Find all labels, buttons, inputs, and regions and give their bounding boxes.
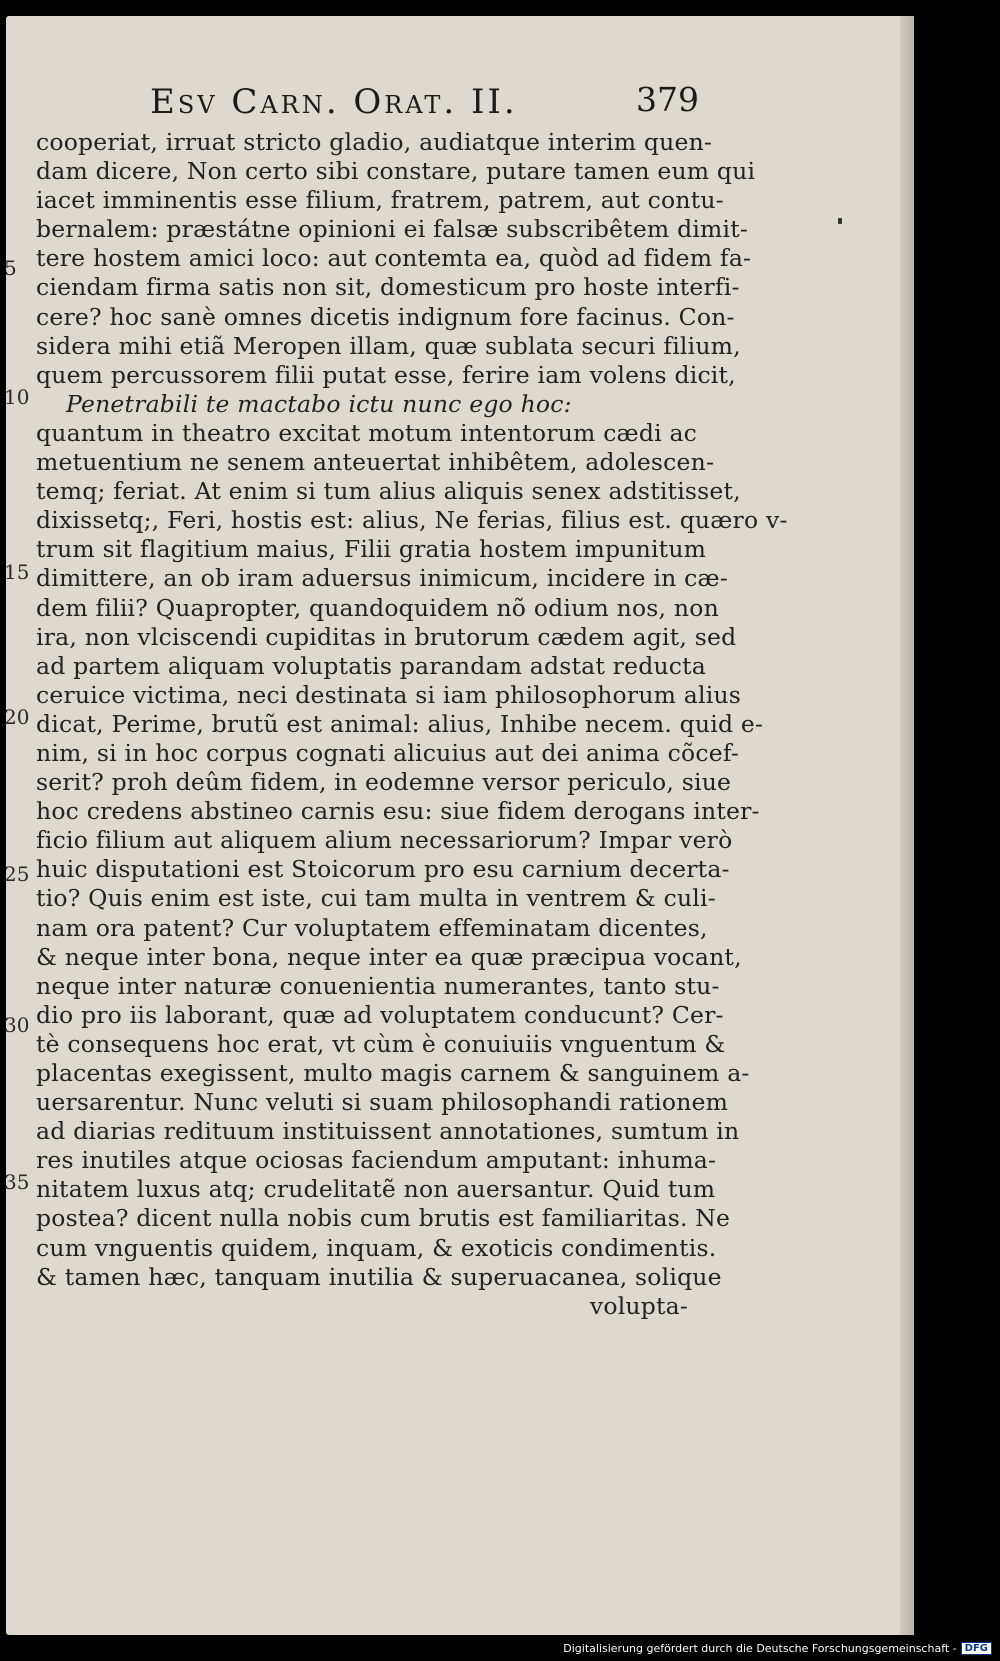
- text-line: quem percussorem filii putat esse, ferire iam volens dicit,: [36, 360, 736, 389]
- text-line: res inutiles atque ociosas faciendum amputant: inhuma-: [36, 1146, 717, 1175]
- text-line: ira, non vlciscendi cupiditas in brutorum cædem agit, sed: [36, 622, 737, 651]
- text-line: ad partem aliquam voluptatis parandam adstat reducta: [36, 651, 707, 680]
- text-line: temq; feriat. At enim si tum alius aliquis senex adstitisset,: [36, 477, 741, 506]
- text-line: uersarentur. Nunc veluti si suam philosophandi rationem: [36, 1088, 729, 1117]
- margin-line-number: 35: [4, 1170, 30, 1194]
- text-line: bernalem: præstátne opinioni ei falsæ subscribêtem dimit-: [36, 215, 749, 244]
- text-line: placentas exegissent, multo magis carnem & sanguinem a-: [36, 1059, 750, 1087]
- text-line: dio pro iis laborant, quæ ad voluptatem conducunt? Cer-: [36, 1000, 724, 1029]
- running-head: Esv Carn. Orat. II.: [150, 82, 518, 122]
- ink-fleck: [838, 218, 842, 224]
- dfg-logo: DFG: [961, 1642, 992, 1655]
- quoted-verse: Penetrabili te mactabo ictu nunc ego hoc:: [66, 389, 572, 418]
- text-line: ad diarias redituum instituissent annotationes, sumtum in: [36, 1117, 740, 1146]
- margin-line-number: 5: [4, 256, 17, 280]
- text-line: hoc credens abstineo carnis esu: siue fidem derogans inter-: [36, 797, 760, 826]
- text-line: dam dicere, Non certo sibi constare, putare tamen eum qui: [36, 157, 756, 186]
- text-line: & neque inter bona, neque inter ea quæ præcipua vocant,: [36, 942, 742, 971]
- text-line: nam ora patent? Cur voluptatem effeminatam dicentes,: [36, 913, 708, 942]
- text-line: dimittere, an ob iram aduersus inimicum, incidere in cæ-: [36, 564, 728, 593]
- text-line: cum vnguentis quidem, inquam, & exoticis condimentis.: [36, 1233, 717, 1262]
- text-line: ficio filium aut aliquem alium necessariorum? Impar verò: [36, 826, 733, 855]
- text-line: metuentium ne senem anteuertat inhibêtem, adolescen-: [36, 448, 715, 477]
- text-line: dem filii? Quapropter, quandoquidem nõ odium nos, non: [36, 593, 719, 622]
- text-line: neque inter naturæ conuenientia numerantes, tanto stu-: [36, 971, 720, 1000]
- text-line: ciendam firma satis non sit, domesticum pro hoste interfi-: [36, 273, 740, 302]
- text-line: sidera mihi etiã Meropen illam, quæ sublata securi filium,: [36, 331, 741, 360]
- text-line: tè consequens hoc erat, vt cùm è conuiuiis vnguentum &: [36, 1029, 726, 1058]
- text-line: huic disputationi est Stoicorum pro esu carnium decerta-: [36, 855, 730, 884]
- catchword: volupta-: [589, 1291, 688, 1320]
- margin-line-number: 30: [4, 1013, 30, 1037]
- text-line: serit? proh deûm fidem, in eodemne versor periculo, siue: [36, 768, 732, 797]
- text-line: nitatem luxus atq; crudelitatẽ non auersantur. Quid tum: [36, 1175, 716, 1204]
- text-line: quantum in theatro excitat motum intentorum cædi ac: [36, 418, 698, 447]
- footer-credit: [563, 1642, 992, 1655]
- text-line: & tamen hæc, tanquam inutilia & superuacanea, solique: [36, 1262, 722, 1291]
- text-line: dixissetq;, Feri, hostis est: alius, Ne ferias, filius est. quæro v-: [36, 506, 788, 535]
- text-line: trum sit flagitium maius, Filii gratia hostem impunitum: [36, 535, 707, 564]
- text-line: cere? hoc sanè omnes dicetis indignum fore facinus. Con-: [36, 302, 735, 331]
- text-line: ceruice victima, neci destinata si iam philosophorum alius: [36, 680, 742, 709]
- margin-line-number: 15: [4, 560, 30, 584]
- page-number: 379: [636, 80, 699, 119]
- margin-line-number: 20: [4, 705, 30, 729]
- text-line: dicat, Perime, brutũ est animal: alius, Inhibe necem. quid e-: [36, 709, 764, 738]
- footer-text: Digitalisierung gefördert durch die Deutsche Forschungsgemeinschaft -: [563, 1642, 957, 1655]
- margin-line-number: 25: [4, 862, 30, 886]
- text-line: cooperiat, irruat stricto gladio, audiatque interim quen-: [36, 128, 713, 156]
- page-edge: [900, 16, 914, 1635]
- text-line: postea? dicent nulla nobis cum brutis est familiaritas. Ne: [36, 1204, 731, 1233]
- text-line: tere hostem amici loco: aut contemta ea, quòd ad fidem fa-: [36, 244, 752, 273]
- text-line: iacet imminentis esse filium, fratrem, patrem, aut contu-: [36, 186, 724, 215]
- body-text: [36, 128, 788, 1321]
- text-line: tio? Quis enim est iste, cui tam multa in ventrem & culi-: [36, 884, 716, 913]
- text-line: nim, si in hoc corpus cognati alicuius aut dei anima cõcef-: [36, 738, 740, 767]
- margin-line-number: 10: [4, 385, 30, 409]
